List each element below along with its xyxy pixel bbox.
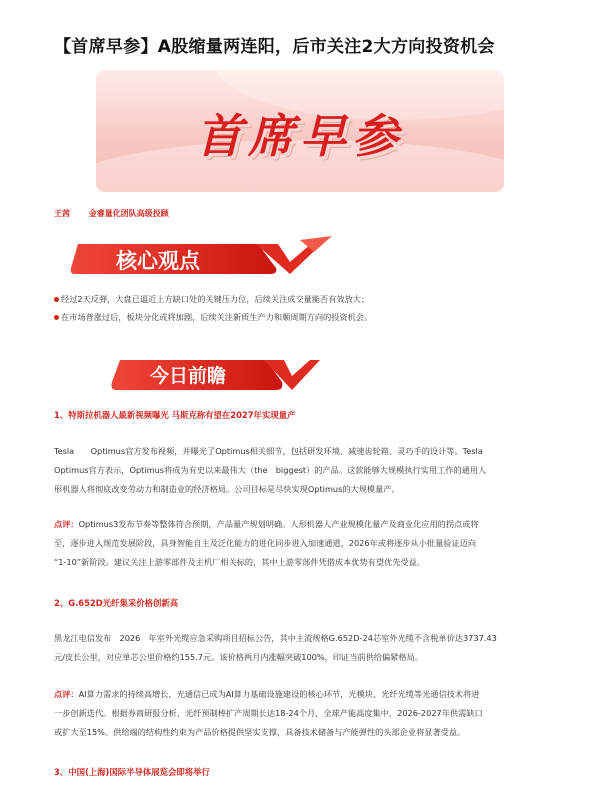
news-item-title: 2、G.652D光纤集采价格创新高 — [54, 598, 179, 608]
banner-logo-text: 首席早参 — [196, 109, 404, 163]
today-banner — [110, 352, 322, 398]
core-view-item: 在市场普涨过后，板块分化或将加剧，后续关注新质生产力和顺周期方向的投资机会。 — [54, 311, 554, 323]
comment-paragraph: 点评：AI算力需求的持续高增长，光通信已成为AI算力基础设施建设的核心环节，光模块、光纤光缆等光通信技术将进 一步创新迭代。根据券商研报分析，光纤预制棒扩产周期长达18-24个月，全球产能高度集中，2026-2027年供需缺口 或扩大至15%。供给端的结构性约束为产品价格提供坚实支撑，具备技术储备与产能弹性的头部企业将显著受益。 — [54, 689, 483, 737]
core-view-item: 经过2天反弹，大盘已逼近上方缺口处的关键压力位，后续关注成交量能否有效放大； — [54, 293, 554, 305]
comment-tag: 点评： — [54, 689, 79, 699]
comment-tag: 点评： — [54, 519, 79, 529]
news-item-title: 1、特斯拉机器人最新视频曝光 马斯克称有望在2027年实现量产 — [54, 410, 296, 420]
bullet-dot-icon — [54, 297, 59, 302]
header-banner-image — [96, 70, 504, 192]
today-heading: 今日前瞻 — [150, 365, 227, 387]
comment-paragraph: 点评：Optimus3发布节奏等整体符合预期，产品量产规划明确。人形机器人产业规模化量产及商业化应用的拐点或将 至，逐步进入规范发展阶段，具身智能自主及泛化能力的进化同步进入加速通道，2026年或将逐步从小批量验证迈向 “1-10”新阶段。建议关注上游零部件及主机厂相关标的，其中上游零部件凭借成本优势有望优先受益。 — [54, 519, 479, 567]
bullet-dot-icon — [54, 315, 59, 320]
author-title: 金睿量化团队高级投顾 — [88, 209, 169, 218]
news-paragraph: 黑龙江电信发布 2026 年室外光缆应急采购项目招标公告，其中主流规格G.652D-24芯室外光缆不含税单价达3737.43 元/皮长公里，对应单芯公里价格约155.7元。该价格两月内涨幅突破100%，印证当前供给偏紧格局。 — [54, 633, 497, 662]
core-views-list — [54, 293, 554, 329]
author-name: 王茜 — [54, 209, 70, 218]
author-line — [54, 208, 185, 219]
section-banner-shape — [70, 234, 334, 280]
core-views-heading: 核心观点 — [116, 249, 200, 273]
news-paragraph: Tesla Optimus官方发布视频，并曝光了Optimus相关细节，包括研发环境、减速齿轮箱、灵巧手的设计等。Tesla Optimus官方表示，Optimus将成为有史以来最伟大（the biggest）的产品。这款能够大规模执行实用工作的通用人 形机器人将彻底改变劳动力和制造业的经济格局。公司目标是尽快实现Optimus的大规模量产。 — [54, 446, 487, 494]
article-headline: 【首席早参】A股缩量两连阳，后市关注2大方向投资机会 — [54, 37, 495, 57]
news-item-title: 3、中国(上海)国际半导体展览会即将举行 — [54, 767, 210, 777]
core-views-banner — [70, 234, 334, 280]
